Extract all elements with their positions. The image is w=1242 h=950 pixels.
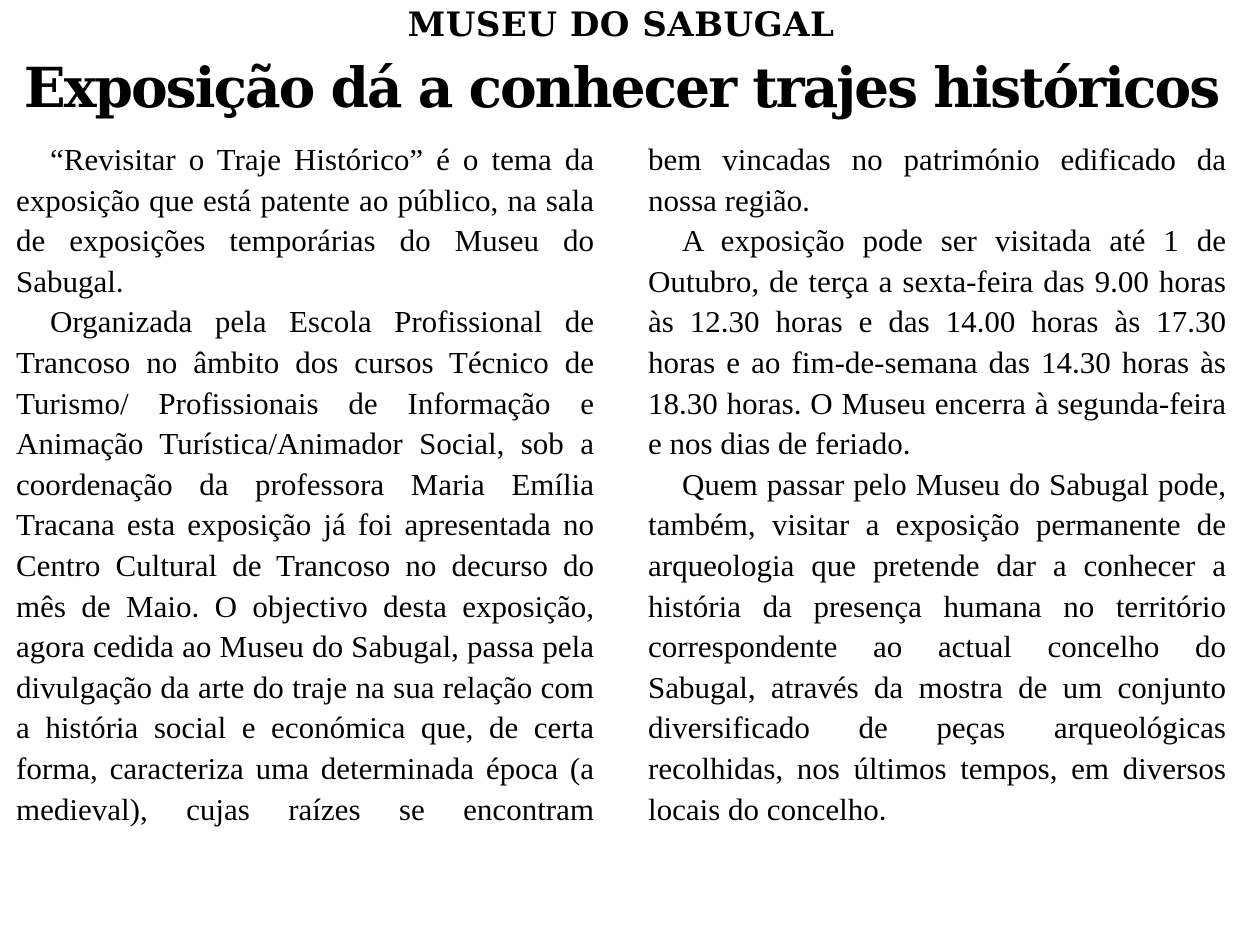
article-headline: Exposição dá a conhecer trajes históricos	[23, 55, 1219, 120]
article-column-left	[16, 140, 594, 830]
article-column-right	[648, 140, 1226, 830]
paragraph-permanent-exhibition: Quem passar pelo Museu do Sabugal pode, também, visitar a exposição permanente de arqueologia que pretende dar a conhecer a história da presença humana no território correspondente ao actual concelho do Sabugal, através da mostra de um conjunto diversificado de peças arqueológicas recolhidas, nos últimos tempos, em diversos locais do concelho.	[648, 466, 1226, 827]
section-kicker: MUSEU DO SABUGAL	[407, 5, 835, 45]
paragraph-continuation: bem vincadas no património edificado da nossa região.	[648, 142, 1226, 218]
paragraph-intro: “Revisitar o Traje Histórico” é o tema da exposição que está patente ao público, na sala de exposições temporárias do Museu do Sabugal.	[16, 142, 594, 299]
paragraph-organization: Organizada pela Escola Profissional de Trancoso no âmbito dos cursos Técnico de Turismo/ Profissionais de Informação e Animação Turística/Animador Social, sob a coordenação da professora Maria Emília Tracana esta exposição já foi apresentada no Centro Cultural de Trancoso no decurso do mês de Maio. O objectivo desta exposição, agora cedida ao Museu do Sabugal, passa pela divulgação da arte do traje na sua relação com a história social e económica que, de certa forma, caracteriza uma determinada época (a medieval), cujas raízes se encontram	[16, 304, 594, 827]
paragraph-schedule: A exposição pode ser visitada até 1 de Outubro, de terça a sexta-feira das 9.00 horas às 12.30 horas e das 14.00 horas às 17.30 horas e ao fim-de-semana das 14.30 horas às 18.30 horas. O Museu encerra à segunda-feira e nos dias de feriado.	[648, 223, 1226, 462]
